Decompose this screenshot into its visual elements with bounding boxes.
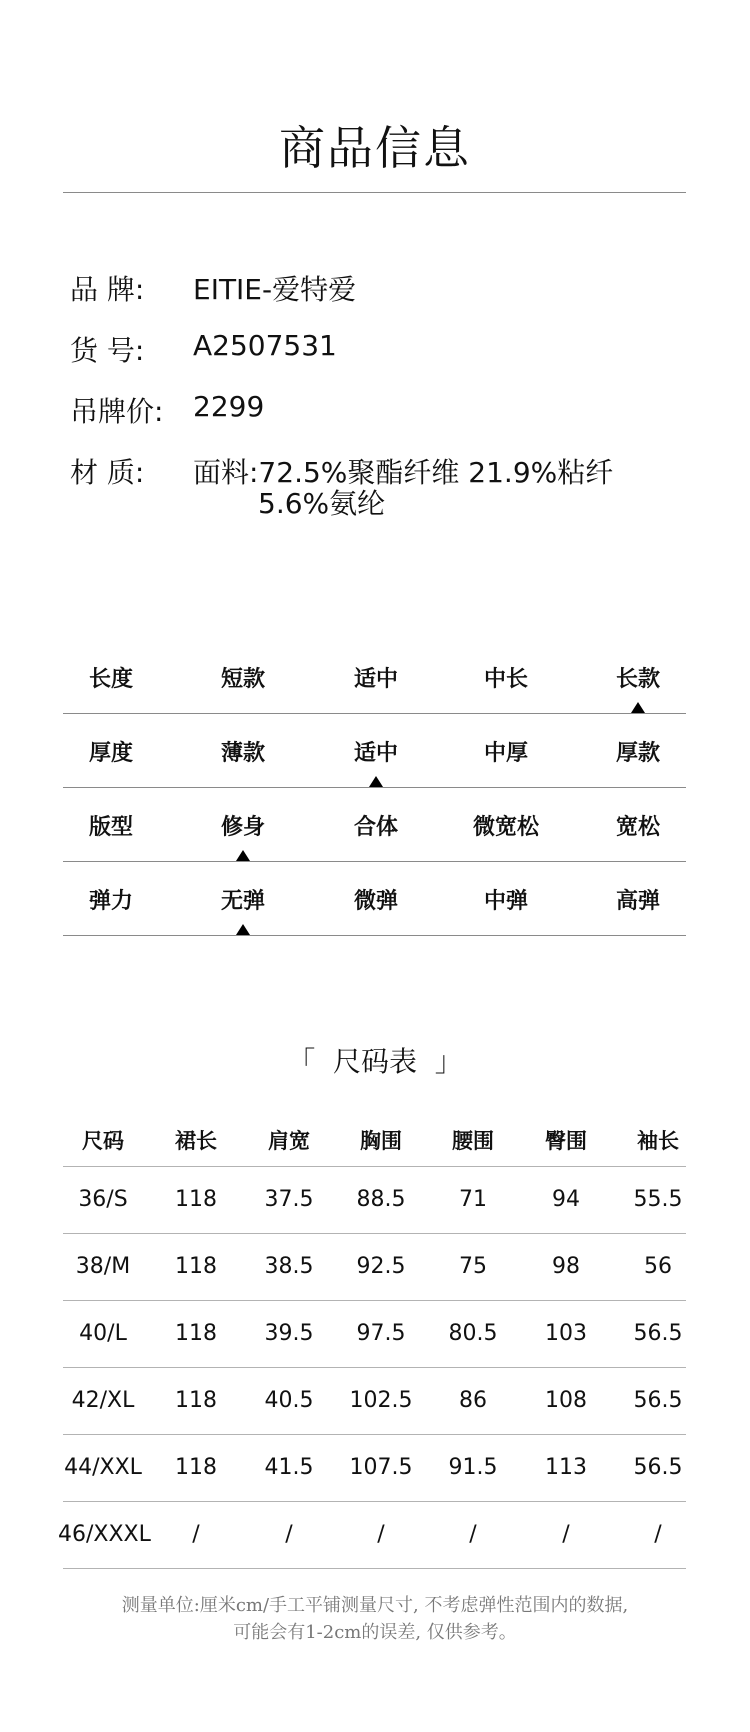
attribute-option: 薄款 <box>220 741 265 766</box>
table-cell: / <box>654 1522 662 1547</box>
attribute-name: 厚度 <box>88 741 133 766</box>
column-header: 腰围 <box>452 1129 494 1153</box>
info-label: 品 牌: <box>70 273 145 306</box>
attribute-option: 微宽松 <box>472 815 539 840</box>
table-cell: 86 <box>459 1388 487 1413</box>
attribute-option: 宽松 <box>615 815 660 840</box>
table-row <box>63 1301 686 1368</box>
column-header: 臀围 <box>545 1129 587 1153</box>
table-row <box>58 1502 686 1569</box>
attribute-option: 无弹 <box>220 889 265 914</box>
table-cell: 56.5 <box>633 1321 683 1346</box>
attribute-row <box>63 714 686 788</box>
table-cell: 41.5 <box>264 1455 314 1480</box>
selected-indicator-icon <box>369 776 383 787</box>
table-cell: / <box>562 1522 570 1547</box>
title-divider <box>63 192 686 193</box>
attribute-option: 适中 <box>353 667 398 692</box>
table-cell: 56 <box>644 1254 672 1279</box>
table-cell: 118 <box>175 1321 217 1346</box>
table-cell: 91.5 <box>448 1455 498 1480</box>
size-chart-table <box>58 1116 686 1569</box>
table-cell: 118 <box>175 1388 217 1413</box>
attribute-option: 合体 <box>353 815 398 840</box>
info-value: A2507531 <box>193 329 337 362</box>
table-cell: 113 <box>545 1455 587 1480</box>
info-label: 货 号: <box>70 334 145 367</box>
info-value-line2: 5.6%氨纶 <box>258 487 386 520</box>
size-label: 42/XL <box>71 1388 135 1413</box>
attribute-option: 中弹 <box>483 889 528 914</box>
size-label: 46/XXXL <box>58 1522 151 1547</box>
table-cell: 102.5 <box>349 1388 413 1413</box>
attribute-option: 短款 <box>220 667 265 692</box>
table-cell: 75 <box>459 1254 487 1279</box>
attribute-row <box>63 640 686 714</box>
table-row <box>63 1234 686 1301</box>
table-cell: / <box>469 1522 477 1547</box>
table-cell: 118 <box>175 1187 217 1212</box>
table-cell: 98 <box>552 1254 580 1279</box>
attribute-option: 长款 <box>615 667 660 692</box>
table-cell: 80.5 <box>448 1321 498 1346</box>
column-header: 裙长 <box>175 1129 217 1153</box>
info-value: 2299 <box>193 390 265 423</box>
table-cell: / <box>377 1522 385 1547</box>
table-cell: 103 <box>545 1321 587 1346</box>
table-cell: 88.5 <box>356 1187 406 1212</box>
size-chart-title: 「 尺码表 」 <box>287 1045 463 1078</box>
table-cell: 39.5 <box>264 1321 314 1346</box>
attribute-option: 中厚 <box>483 741 528 766</box>
table-cell: 94 <box>552 1187 580 1212</box>
attribute-name: 版型 <box>88 815 133 840</box>
table-cell: 40.5 <box>264 1388 314 1413</box>
attribute-row <box>63 862 686 936</box>
size-label: 36/S <box>78 1187 128 1212</box>
note-line: 测量单位:厘米cm/手工平铺测量尺寸, 不考虑弹性范围内的数据, <box>121 1595 629 1616</box>
column-header: 尺码 <box>82 1129 124 1153</box>
table-cell: / <box>192 1522 200 1547</box>
measurement-note <box>0 1592 750 1646</box>
table-row <box>63 1167 686 1234</box>
attribute-table <box>63 640 686 936</box>
page-title: 商品信息 <box>279 121 471 175</box>
size-label: 44/XXL <box>64 1455 142 1480</box>
size-label: 38/M <box>75 1254 131 1279</box>
attribute-option: 厚款 <box>615 741 660 766</box>
selected-indicator-icon <box>236 924 250 935</box>
table-cell: 71 <box>459 1187 487 1212</box>
table-cell: 37.5 <box>264 1187 314 1212</box>
size-table-header <box>63 1116 686 1167</box>
attribute-option: 适中 <box>353 741 398 766</box>
table-cell: 55.5 <box>633 1187 683 1212</box>
table-cell: 56.5 <box>633 1455 683 1480</box>
table-cell: 108 <box>545 1388 587 1413</box>
attribute-option: 微弹 <box>353 889 398 914</box>
attribute-row <box>63 788 686 862</box>
attribute-name: 弹力 <box>88 889 133 914</box>
attribute-option: 中长 <box>483 667 528 692</box>
column-header: 肩宽 <box>268 1129 310 1153</box>
selected-indicator-icon <box>236 850 250 861</box>
column-header: 胸围 <box>360 1129 402 1153</box>
info-label: 材 质: <box>70 456 145 489</box>
info-value: 面料:72.5%聚酯纤维 21.9%粘纤 <box>193 456 614 489</box>
table-row <box>63 1435 686 1502</box>
attribute-option: 修身 <box>220 815 265 840</box>
table-cell: 118 <box>175 1254 217 1279</box>
selected-indicator-icon <box>631 702 645 713</box>
table-cell: 107.5 <box>349 1455 413 1480</box>
info-value: EITIE-爱特爱 <box>193 273 357 306</box>
column-header: 袖长 <box>637 1129 679 1153</box>
table-cell: 118 <box>175 1455 217 1480</box>
table-row <box>63 1368 686 1435</box>
info-label: 吊牌价: <box>70 395 164 428</box>
table-cell: 97.5 <box>356 1321 406 1346</box>
table-cell: / <box>285 1522 293 1547</box>
size-label: 40/L <box>79 1321 127 1346</box>
table-cell: 38.5 <box>264 1254 314 1279</box>
attribute-name: 长度 <box>88 667 133 692</box>
note-line: 可能会有1-2cm的误差, 仅供参考。 <box>233 1622 517 1643</box>
table-cell: 92.5 <box>356 1254 406 1279</box>
attribute-option: 高弹 <box>615 889 660 914</box>
table-cell: 56.5 <box>633 1388 683 1413</box>
